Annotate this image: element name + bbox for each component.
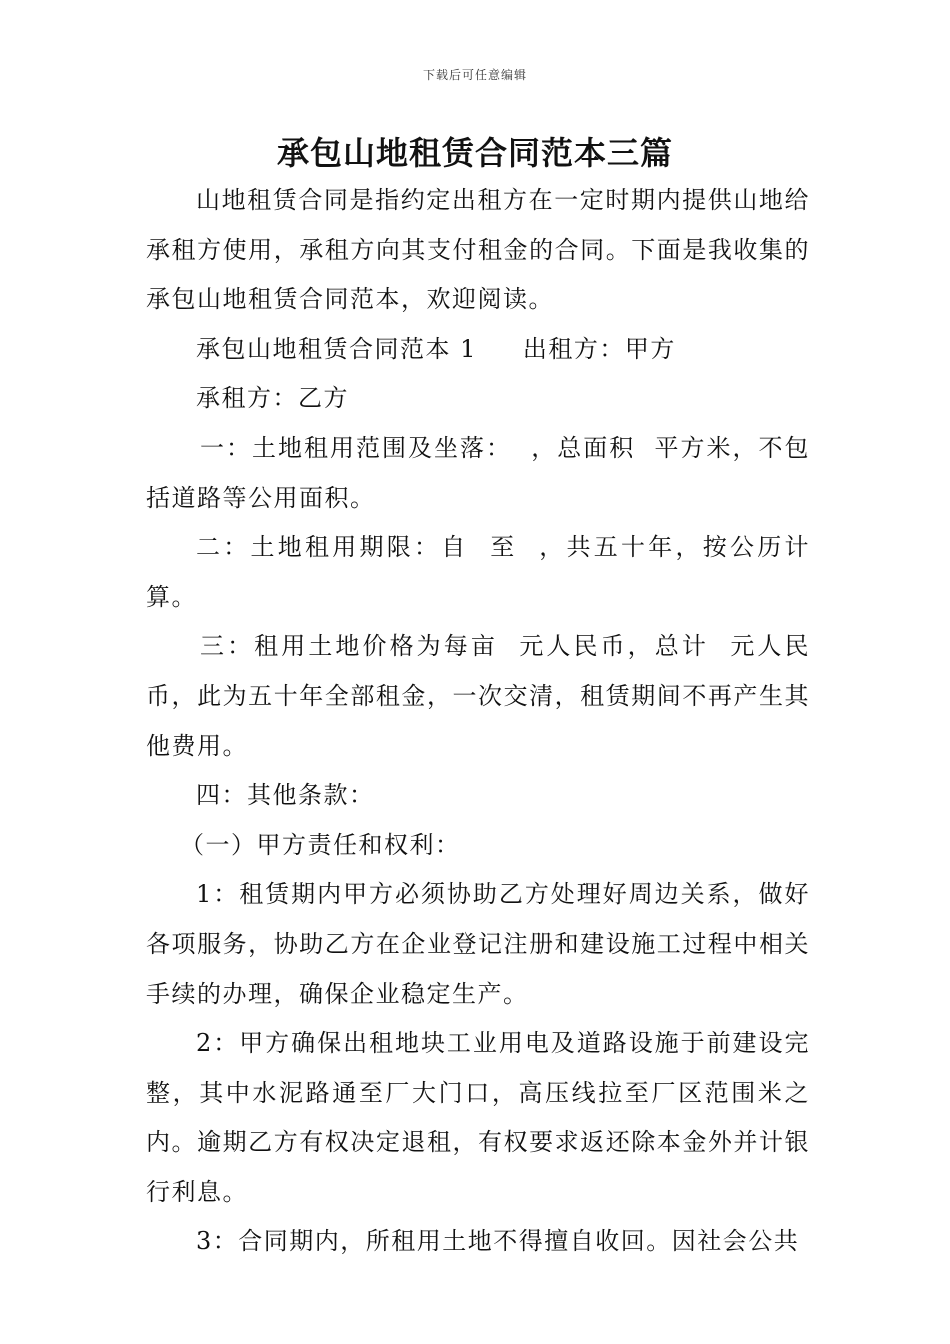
lessor-line: 出租方：甲方 <box>522 334 676 363</box>
sample-heading: 承包山地租赁合同范本 1 <box>196 334 477 363</box>
clause-1: 一：土地租用范围及坐落： ，总面积 平方米，不包括道路等公用面积。 <box>146 433 810 512</box>
intro-paragraph: 山地租赁合同是指约定出租方在一定时期内提供山地给承租方使用，承租方向其支付租金的合同。下面是我收集的承包山地租赁合同范本，欢迎阅读。 <box>146 186 810 314</box>
clause-3: 三：租用土地价格为每亩 元人民币，总计 元人民币，此为五十年全部租金，一次交清，租赁期间不再产生其他费用。 <box>146 632 810 760</box>
document-title: 承包山地租赁合同范本三篇 <box>276 134 673 172</box>
lessee-line: 承租方：乙方 <box>196 384 349 413</box>
sub-clause-1: （一）甲方责任和权利： <box>180 830 461 859</box>
clause-2: 二：土地租用期限：自 至 ，共五十年，按公历计算。 <box>146 533 810 611</box>
clause-4: 四：其他条款： <box>196 781 375 810</box>
item-1: 1：租赁期内甲方必须协助乙方处理好周边关系，做好各项服务，协助乙方在企业登记注册和建设施工过程中相关手续的办理，确保企业稳定生产。 <box>146 880 810 1008</box>
sample-heading-line <box>146 325 810 375</box>
item-3: 3：合同期内，所租用土地不得擅自收回。因社会公共 <box>196 1227 800 1256</box>
document-body <box>146 176 810 1267</box>
item-2: 2：甲方确保出租地块工业用电及道路设施于前建设完整，其中水泥路通至厂大门口，高压线拉至厂区范围米之内。逾期乙方有权决定退租，有权要求返还除本金外并计银行利息。 <box>146 1029 810 1206</box>
header-note: 下载后可任意编辑 <box>422 68 527 82</box>
